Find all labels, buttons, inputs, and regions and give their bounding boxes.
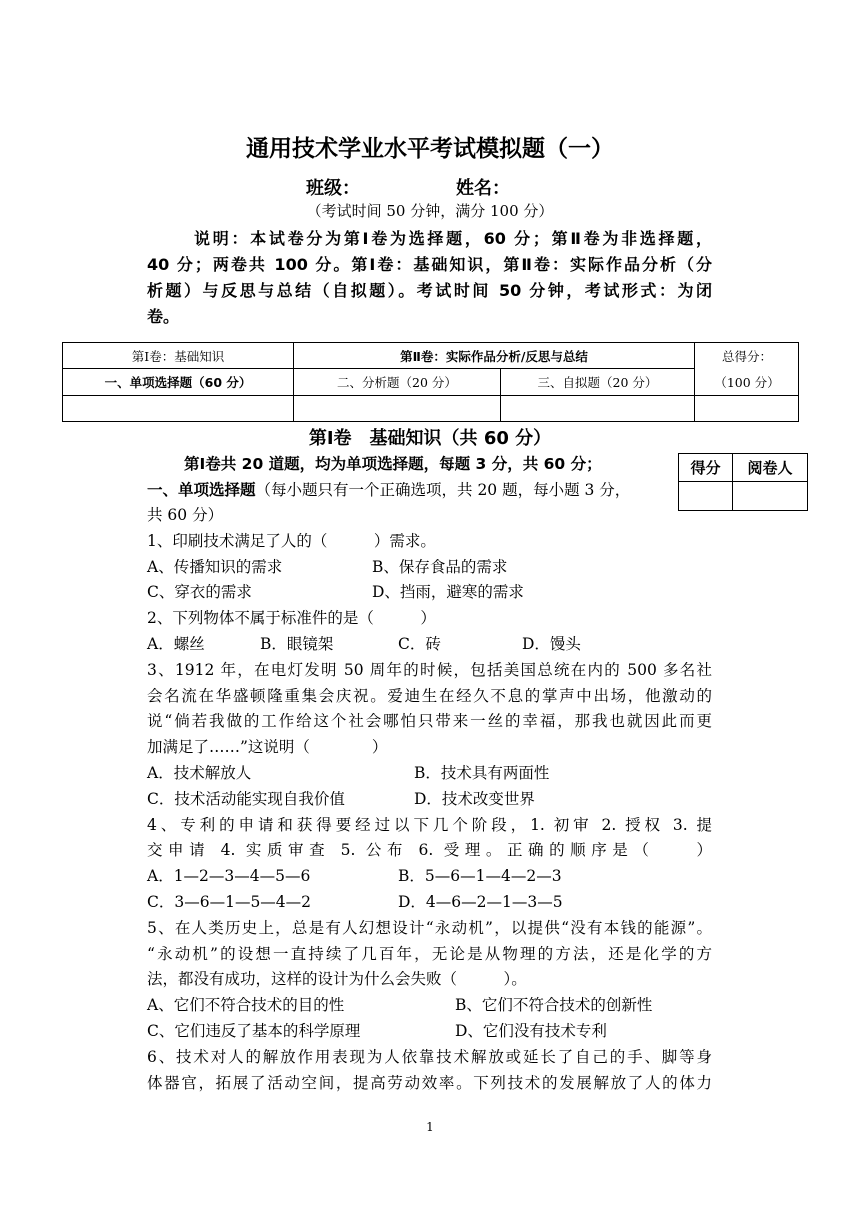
section-intro: 第Ⅰ卷共 20 道题，均为单项选择题，每题 3 分，共 60 分； bbox=[184, 455, 602, 473]
q3-line-3: 说“倘若我做的工作给这个社会哪怕只带来一丝的幸福，那我也就因此而更 bbox=[147, 712, 712, 730]
q2-option-d: D．馒头 bbox=[522, 635, 581, 653]
section1-score-cell[interactable] bbox=[63, 396, 293, 421]
q3-option-c: C．技术活动能实现自我价值 bbox=[147, 790, 345, 808]
q5-line-1: 5、在人类历史上，总是有人幻想设计“永动机”，以提供“没有本钱的能源”。 bbox=[147, 919, 712, 937]
q5-option-b: B、它们不符合技术的创新性 bbox=[455, 996, 653, 1014]
q3-option-d: D．技术改变世界 bbox=[414, 790, 535, 808]
grader-reviewer-label: 阅卷人 bbox=[747, 459, 793, 477]
grader-score-label: 得分 bbox=[690, 459, 721, 477]
q6-line-1: 6、技术对人的解放作用表现为人依靠技术解放或延长了自己的手、脚等身 bbox=[147, 1048, 712, 1066]
score-table bbox=[62, 342, 799, 422]
q1-option-b: B、保存食品的需求 bbox=[372, 558, 508, 576]
q2-option-c: C．砖 bbox=[398, 635, 441, 653]
total-score-cell[interactable] bbox=[695, 396, 799, 421]
grader-score-cell[interactable] bbox=[679, 482, 732, 510]
q1-option-a: A、传播知识的需求 bbox=[147, 558, 283, 576]
part2-header: 第Ⅱ卷：实际作品分析/反思与总结 bbox=[400, 348, 588, 364]
q2-stem: 2、下列物体不属于标准件的是（ ） bbox=[147, 609, 436, 627]
q3-line-4: 加满足了……”这说明（ ） bbox=[147, 738, 388, 756]
section3-header: 三、自拟题（20 分） bbox=[537, 375, 658, 390]
instructions-line-2: 40 分；两卷共 100 分。第Ⅰ卷：基础知识，第Ⅱ卷：实际作品分析（分 bbox=[147, 255, 712, 274]
q5-option-d: D、它们没有技术专利 bbox=[455, 1022, 607, 1040]
grader-box bbox=[678, 453, 808, 511]
mc-desc-cont: 共 60 分） bbox=[147, 506, 224, 524]
q5-option-c: C、它们违反了基本的科学原理 bbox=[147, 1022, 361, 1040]
q4-line-1: 4、专利的申请和获得要经过以下几个阶段，1. 初审 2. 授权 3. 提 bbox=[147, 816, 712, 834]
q3-line-1: 3、1912 年，在电灯发明 50 周年的时候，包括美国总统在内的 500 多名社 bbox=[147, 661, 712, 679]
q3-line-2: 会名流在华盛顿隆重集会庆祝。爱迪生在经久不息的掌声中出场，他激动的 bbox=[147, 687, 712, 705]
q4-option-c: C．3—6—1—5—4—2 bbox=[147, 893, 312, 911]
section-heading: 第Ⅰ卷 基础知识（共 60 分） bbox=[308, 428, 552, 449]
total-score-label: 总得分： bbox=[721, 348, 772, 364]
q3-option-b: B．技术具有两面性 bbox=[414, 764, 550, 782]
mc-title-line bbox=[147, 478, 630, 500]
q5-option-a: A、它们不符合技术的目的性 bbox=[147, 996, 345, 1014]
mc-title: 一、单项选择题 bbox=[147, 481, 256, 499]
page-number: 1 bbox=[426, 1120, 434, 1134]
section3-score-cell[interactable] bbox=[501, 396, 694, 421]
grader-reviewer-cell[interactable] bbox=[733, 482, 807, 510]
page-title: 通用技术学业水平考试模拟题（一） bbox=[246, 136, 614, 162]
q1-option-d: D、挡雨，避寒的需求 bbox=[372, 583, 524, 601]
part1-header: 第Ⅰ卷：基础知识 bbox=[131, 348, 225, 364]
q4-option-b: B．5—6—1—4—2—3 bbox=[398, 867, 562, 885]
q1-stem: 1、印刷技术满足了人的（ ）需求。 bbox=[147, 532, 436, 550]
section2-score-cell[interactable] bbox=[294, 396, 500, 421]
q2-option-a: A．螺丝 bbox=[147, 635, 205, 653]
q4-option-d: D．4—6—2—1—3—5 bbox=[398, 893, 563, 911]
q1-option-c: C、穿衣的需求 bbox=[147, 583, 252, 601]
instructions-line-1: 说明：本试卷分为第Ⅰ卷为选择题，60 分；第Ⅱ卷为非选择题， bbox=[194, 229, 712, 248]
q5-line-3: 法，都没有成功，这样的设计为什么会失败（ ）。 bbox=[147, 970, 527, 988]
q4-line-2: 交申请 4. 实质审查 5. 公布 6. 受理。正确的顺序是（ ） bbox=[147, 841, 712, 859]
instructions-line-3: 析题）与反思与总结（自拟题）。考试时间 50 分钟，考试形式：为闭 bbox=[147, 281, 712, 300]
q6-line-2: 体器官，拓展了活动空间，提高劳动效率。下列技术的发展解放了人的体力 bbox=[147, 1074, 712, 1092]
class-label: 班级： bbox=[306, 178, 360, 199]
q5-line-2: “永动机”的设想一直持续了几百年，无论是从物理的方法，还是化学的方 bbox=[147, 945, 712, 963]
section1-header: 一、单项选择题（60 分） bbox=[104, 375, 252, 390]
exam-info: （考试时间 50 分钟，满分 100 分） bbox=[306, 202, 554, 220]
section2-header: 二、分析题（20 分） bbox=[337, 375, 457, 390]
q3-option-a: A．技术解放人 bbox=[147, 764, 252, 782]
q2-option-b: B．眼镜架 bbox=[260, 635, 334, 653]
q4-option-a: A．1—2—3—4—5—6 bbox=[147, 867, 311, 885]
instructions-line-4: 卷。 bbox=[147, 307, 180, 326]
total-score-points: （100 分） bbox=[714, 374, 780, 390]
mc-desc: （每小题只有一个正确选项，共 20 题，每小题 3 分， bbox=[255, 481, 631, 499]
name-label: 姓名： bbox=[456, 178, 510, 199]
